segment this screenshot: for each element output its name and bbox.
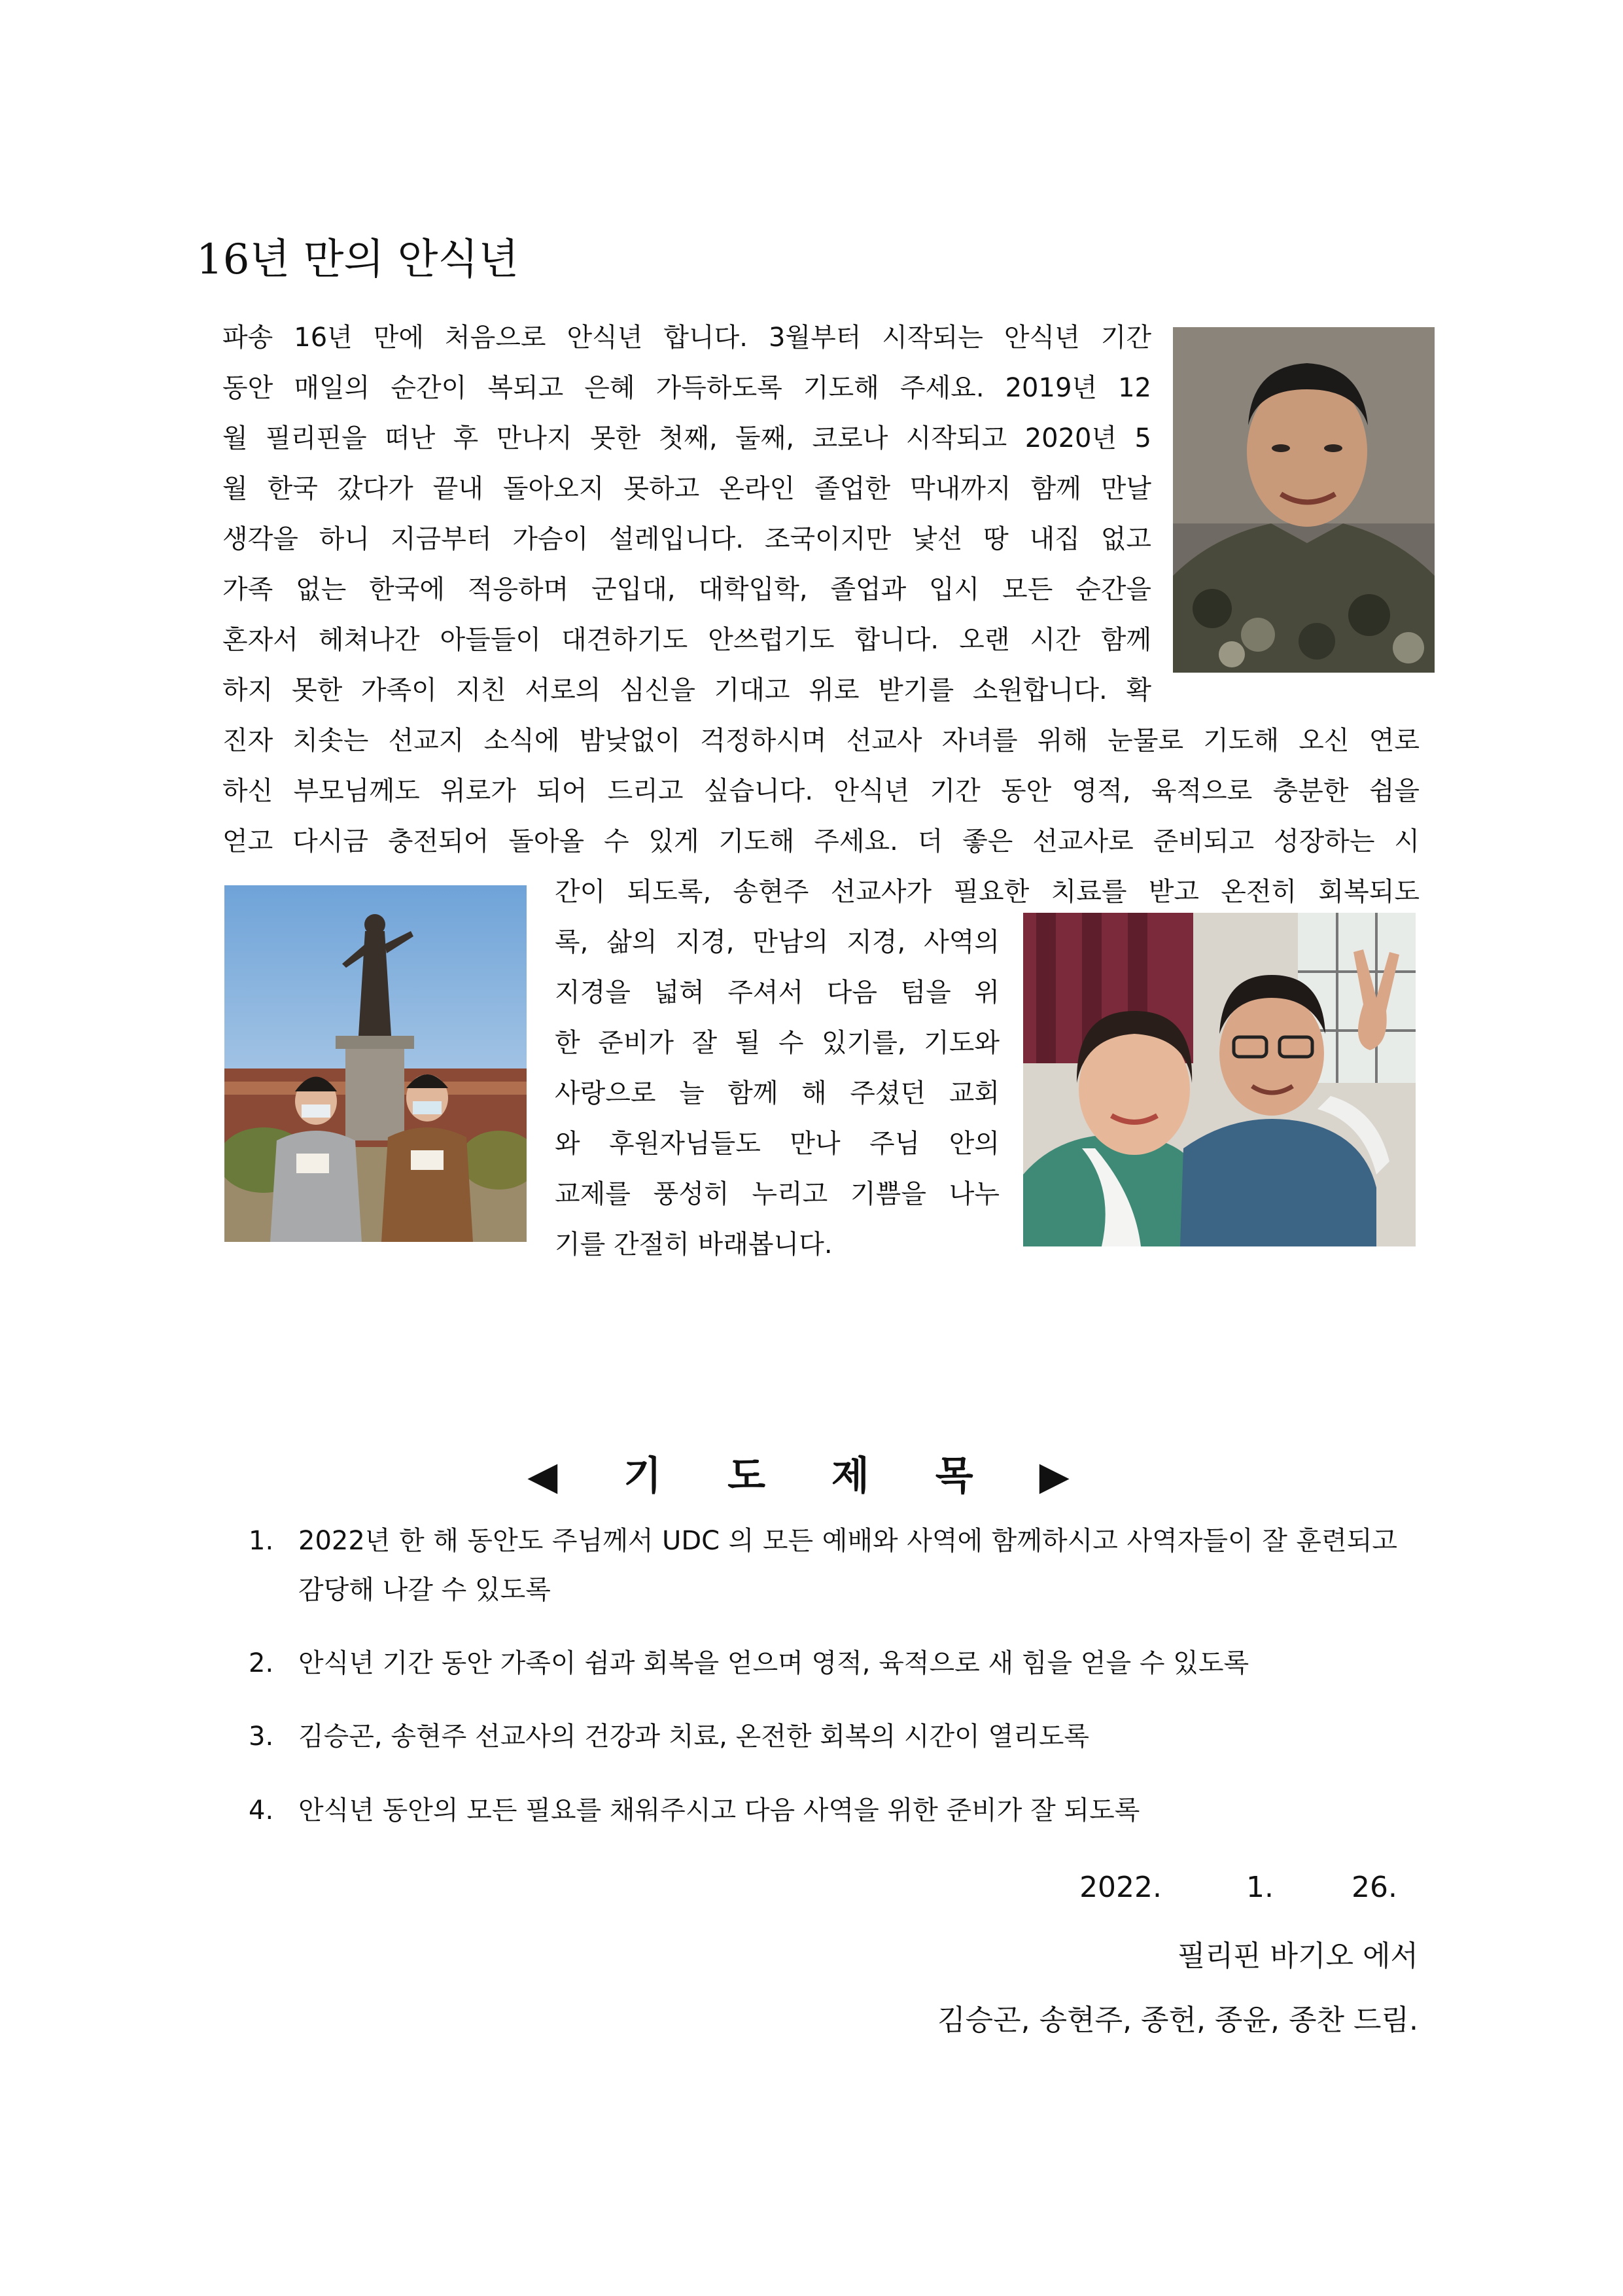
date-month: 1. — [1246, 1871, 1274, 1904]
couple-selfie-photo — [1023, 913, 1416, 1246]
body-line: 월 한국 갔다가 끝내 돌아오지 못하고 온라인 졸업한 막내까지 함께 만날 — [222, 474, 1151, 504]
body-line: 월 필리핀을 떠난 후 만나지 못한 첫째, 둘째, 코로나 시작되고 2020년 5 — [222, 423, 1151, 453]
prayer-item-number: 4. — [249, 1795, 274, 1826]
body-line: 하지 못한 가족이 지친 서로의 심신을 기대고 위로 받기를 소원합니다. 확 — [222, 675, 1151, 705]
body-line: 혼자서 헤쳐나간 아들들이 대견하기도 안쓰럽기도 합니다. 오랜 시간 함께 — [222, 625, 1151, 655]
body-line: 가족 없는 한국에 적응하며 군입대, 대학입학, 졸업과 입시 모든 순간을 — [222, 574, 1151, 605]
body-line: 생각을 하니 지금부터 가슴이 설레입니다. 조국이지만 낯선 땅 내집 없고 — [222, 524, 1151, 554]
prayer-item-text: 안식년 기간 동안 가족이 쉼과 회복을 얻으며 영적, 육적으로 새 힘을 얻을 수 있도록 — [298, 1648, 1249, 1678]
body-line: 교제를 풍성히 누리고 기쁨을 나누 — [555, 1179, 1000, 1209]
body-line: 와 후원자님들도 만나 주님 안의 — [555, 1129, 1000, 1159]
signature-place: 필리핀 바기오 에서 — [1177, 1939, 1418, 1973]
body-line: 록, 삶의 지경, 만남의 지경, 사역의 — [555, 927, 1000, 957]
prayer-heading: ◀ 기 도 제 목 ▶ — [527, 1453, 1096, 1499]
prayer-item — [249, 1517, 1426, 1615]
body-line: 지경을 넓혀 주셔서 다음 텀을 위 — [555, 978, 1000, 1008]
prayer-item-text: 안식년 동안의 모든 필요를 채워주시고 다음 사역을 위한 준비가 잘 되도록 — [298, 1795, 1140, 1826]
body-line: 사랑으로 늘 함께 해 주셨던 교회 — [555, 1078, 1000, 1108]
signature-date — [1079, 1868, 1397, 1907]
prayer-item-number: 3. — [249, 1722, 274, 1752]
body-line: 파송 16년 만에 처음으로 안식년 합니다. 3월부터 시작되는 안식년 기간 — [222, 323, 1151, 353]
body-line: 기를 간절히 바래봅니다. — [555, 1229, 833, 1260]
prayer-item-text: 2022년 한 해 동안도 주님께서 UDC 의 모든 예배와 사역에 함께하시고 사역자들이 잘 훈련되고 감당해 나갈 수 있도록 — [298, 1526, 1397, 1605]
body-line: 진자 치솟는 선교지 소식에 밤낮없이 걱정하시며 선교사 자녀를 위해 눈물로 기도해 오신 연로 — [222, 726, 1420, 756]
signature-names: 김승곤, 송현주, 종헌, 종윤, 종찬 드림. — [937, 2004, 1418, 2037]
body-line: 하신 부모님께도 위로가 되어 드리고 싶습니다. 안식년 기간 동안 영적, 육적으로 충분한 쉼을 — [222, 776, 1420, 806]
prayer-item-number: 1. — [249, 1526, 274, 1556]
prayer-item-text: 김승곤, 송현주 선교사의 건강과 치료, 온전한 회복의 시간이 열리도록 — [298, 1722, 1090, 1752]
prayer-item-number: 2. — [249, 1648, 274, 1678]
body-line: 동안 매일의 순간이 복되고 은혜 가득하도록 기도해 주세요. 2019년 12 — [222, 373, 1151, 403]
sons-statue-photo — [224, 885, 527, 1242]
prayer-item — [249, 1786, 1426, 1835]
page-title: 16년 만의 안식년 — [196, 236, 519, 284]
date-year: 2022. — [1079, 1871, 1162, 1904]
son-portrait-photo — [1173, 327, 1435, 673]
body-line: 얻고 다시금 충전되어 돌아올 수 있게 기도해 주세요. 더 좋은 선교사로 준비되고 성장하는 시 — [222, 826, 1420, 857]
body-line: 한 준비가 잘 될 수 있기를, 기도와 — [555, 1028, 1000, 1058]
date-day: 26. — [1352, 1871, 1397, 1904]
body-line: 간이 되도록, 송현주 선교사가 필요한 치료를 받고 온전히 회복되도 — [555, 877, 1420, 907]
prayer-item — [249, 1639, 1426, 1688]
prayer-item — [249, 1712, 1426, 1761]
